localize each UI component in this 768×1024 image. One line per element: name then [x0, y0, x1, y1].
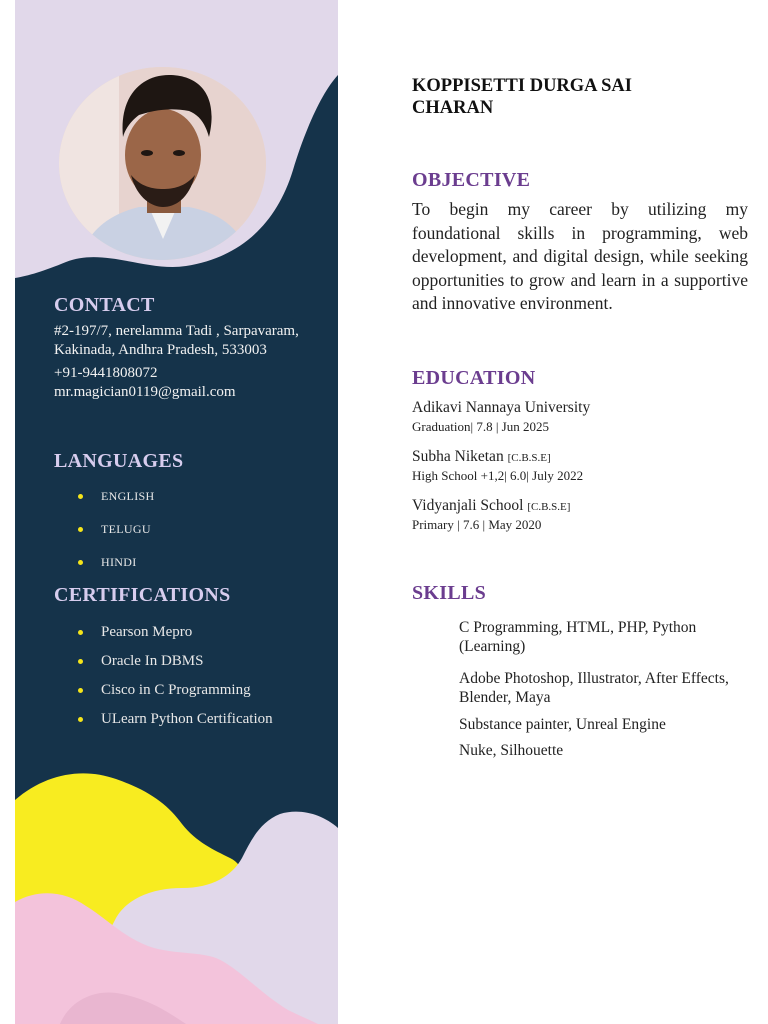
languages-list — [78, 489, 154, 588]
candidate-name: KOPPISETTI DURGA SAI CHARAN — [412, 76, 632, 118]
education-institution-row — [412, 398, 590, 419]
contact-heading: CONTACT — [54, 294, 155, 316]
education-institution-row — [412, 447, 583, 468]
institution-board: [C.B.S.E] — [507, 452, 551, 464]
language-item: HINDI — [78, 555, 154, 588]
education-entry — [412, 496, 570, 533]
skill-item: Substance painter, Unreal Engine — [459, 716, 666, 733]
address-line-2: Kakinada, Andhra Pradesh, 533003 — [54, 342, 267, 358]
education-heading: EDUCATION — [412, 367, 536, 389]
skill-item: C Programming, HTML, PHP, Python (Learning) — [459, 619, 697, 655]
certifications-list — [78, 623, 273, 739]
education-detail: Primary | 7.6 | May 2020 — [412, 517, 542, 532]
certifications-heading: CERTIFICATIONS — [54, 584, 231, 606]
skills-heading: SKILLS — [412, 582, 487, 604]
institution-name: Adikavi Nannaya University — [412, 399, 591, 416]
certification-item: ULearn Python Certification — [78, 710, 273, 739]
institution-name: Vidyanjali School — [412, 497, 524, 514]
education-institution-row — [412, 496, 570, 517]
objective-text: To begin my career by utilizing my foundational skills in programming, web development, and digital design, while seeking opportunities to grow and learn in a supportive and innovative environment. — [412, 199, 748, 313]
education-entry — [412, 447, 583, 484]
certification-item: Pearson Mepro — [78, 623, 273, 652]
skill-item: Adobe Photoshop, Illustrator, After Effects, Blender, Maya — [459, 670, 729, 706]
institution-board: [C.B.S.E] — [527, 501, 571, 513]
institution-name: Subha Niketan — [412, 448, 504, 465]
language-item: TELUGU — [78, 522, 154, 555]
languages-heading: LANGUAGES — [54, 450, 184, 472]
certification-item: Cisco in C Programming — [78, 681, 273, 710]
skill-item: Nuke, Silhouette — [459, 742, 564, 759]
avatar — [59, 67, 266, 260]
objective-heading: OBJECTIVE — [412, 169, 531, 191]
education-detail: High School +1,2| 6.0| July 2022 — [412, 468, 584, 483]
education-entry — [412, 398, 590, 435]
address-line-1: #2-197/7, nerelamma Tadi , Sarpavaram, — [54, 323, 299, 339]
email-address: mr.magician0119@gmail.com — [54, 384, 236, 400]
phone-number: +91-9441808072 — [54, 365, 158, 381]
profile-photo — [59, 67, 266, 260]
education-detail: Graduation| 7.8 | Jun 2025 — [412, 419, 549, 434]
certification-item: Oracle In DBMS — [78, 652, 273, 681]
language-item: ENGLISH — [78, 489, 154, 522]
